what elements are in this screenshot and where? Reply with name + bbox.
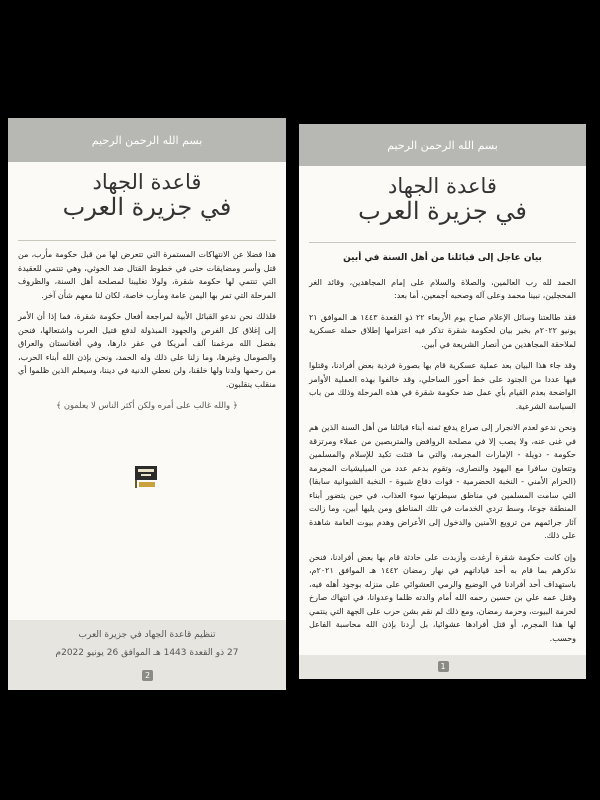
statement-title: بيان عاجل إلى قبائلنا من أهل السنة في أبين bbox=[343, 253, 542, 263]
paragraph: فلذلك نحن ندعو القبائل الأبية لمراجعة أفعال حكومة شقرة، فما إذا أن الأمر إلى إغلاق كل الفرص والجهود المبذولة لدفع قتيل العرب واشتعالها، فنحن بفضل الله مرغمنا آلف أمريكا في عقر دارها، وفي أفغانستان والعراق والصومال وغيرها، وما زلنا على ذلك وله الحمد، ونحن بإذن الله أبناء الحرب، من رحمها ولدنا ولها خلقنا، ولن نعطي الدنية في ديننا، وسيعلم الذين ظلموا أي منقلب ينقلبون. bbox=[18, 312, 276, 389]
paragraph: الحمد لله رب العالمين، والصلاة والسلام على إمام المجاهدين، وقائد الغر المحجلين، نبينا محمد وعلى آله وصحبه أجمعين، أما بعد: bbox=[309, 277, 576, 300]
organization-logo bbox=[8, 170, 286, 222]
document-page-1 bbox=[299, 124, 586, 679]
divider bbox=[309, 242, 576, 243]
footer bbox=[8, 620, 286, 690]
basmala-header bbox=[8, 118, 286, 162]
statement-body bbox=[309, 252, 576, 653]
statement-body bbox=[18, 248, 276, 421]
logo-line-2: في جزيرة العرب bbox=[358, 197, 527, 226]
basmala-text: بسم الله الرحمن الرحيم bbox=[91, 133, 203, 147]
logo-line-1: قاعدة الجهاد bbox=[388, 174, 497, 198]
paragraph: وإن كانت حكومة شقرة أرغدت وأزبدت على حادثة قام بها بعض أفرادنا، فنحن نذكرهم بما قام به أحد قياداتهم في نهار رمضان ١٤٤٢ هـ الموافق ٢٠٢١م، باستهداف أحد أفرادنا في الوضيع والرمي العشوائي على منزله بوجود أهله فيه، وقتل عمه علي بن حسين رحمه الله أمام والدته ظلما وعدوانا، في انتهاك صارخ لحرمة البيوت، وحرمة رمضان، ومع ذلك لم نقم بشن حرب على الجهة التي ينتمي لها هذا المجرم، أو قتل أفرادها عشوائيا، بل أردنا بإذن الله محاسبة الفاعل وحسب. bbox=[309, 552, 576, 643]
basmala-header bbox=[299, 124, 586, 166]
flag-emblem-icon bbox=[133, 463, 159, 489]
logo-line-1: قاعدة الجهاد bbox=[92, 170, 202, 194]
document-page-2 bbox=[8, 118, 286, 690]
footer bbox=[299, 655, 586, 679]
page-number: 1 bbox=[438, 661, 449, 672]
organization-logo bbox=[299, 174, 586, 226]
logo-line-2: في جزيرة العرب bbox=[62, 193, 232, 222]
paragraph: هذا فضلا عن الانتهاكات المستمرة التي تتعرض لها من قبل حكومة مأرب، من قتل وأسر ومضايقات حتى في خطوط القتال ضد الحوثي، وهي تنتمي للعقيدة التي تنتمي لها حكومة شقرة، ولولا تغليبنا لمصلحة أهل السنة، والظروف المرحلة التي تمر بها اليمن عامة ومأرب خاصة، لكان لنا معهم شأن آخر. bbox=[18, 250, 276, 300]
paragraph: ونحن ندعو لعدم الانجرار إلى صراع يدفع ثمنه أبناء قبائلنا من أهل السنة الذين هم في غنى عنه، ولا يصب إلا في مصلحة الروافض والمتربصين من عملاء ومرتزقة حكومة - دويلة - الإمارات المجرمة، والتي ما فتئت تكيد للإسلام والمسلمين وتتعاون سافرا مع اليهود والنصارى، وتقوم بدعم عدد من الميليشيات المجرمة (الحزام الأمني - النخبة الحضرمية - قوات دفاع شبوة - النخبة الشبوانية سابقا) التي سامت المسلمين في مناطق سيطرتها سوء العذاب، في حين يتضور أبناء المنطقة جوعا، وسط تردي الخدمات في تلك المناطق ومن يليها أبين، وما زالت آثار جرائمهم من ترويع الآمنين والدخول إلى الأعراض وهدم بيوت العامة شاهدة على ذلك. bbox=[309, 423, 576, 540]
page-number: 2 bbox=[142, 670, 153, 681]
footer-org: تنظيم قاعدة الجهاد في جزيرة العرب bbox=[78, 630, 216, 640]
paragraph: وقد جاء هذا البيان بعد عملية عسكرية قام بها بصورة فردية بعض أفرادنا، وقتلوا فيها عددا من الجنود على خط أحور الساحلي، وقد خالفوا بهذه العملية الأوامر الواضحة بعدم القيام بأي عمل ضد حكومة شقرة في هذه المرحلة وذلك من باب السياسة الشرعية. bbox=[309, 361, 576, 411]
paragraph: فقد طالعتنا وسائل الإعلام صباح يوم الأربعاء ٢٢ ذو القعدة ١٤٤٣ هـ الموافق ٢١ يونيو ٢٠٢٢م بخبر بيان لحكومة شقرة تذكر فيه اعتزامها إطلاق حملة عسكرية لملاحقة المجاهدين من أنصار الشريعة في أبين. bbox=[309, 312, 577, 349]
divider bbox=[18, 240, 276, 241]
basmala-text: بسم الله الرحمن الرحيم bbox=[387, 138, 498, 152]
footer-date: 27 ذو القعدة 1443 هـ الموافق 26 يونيو 2022م bbox=[55, 648, 239, 658]
quran-verse: ﴿ والله غالب على أمره ولكن أكثر الناس لا يعلمون ﴾ bbox=[56, 400, 238, 410]
